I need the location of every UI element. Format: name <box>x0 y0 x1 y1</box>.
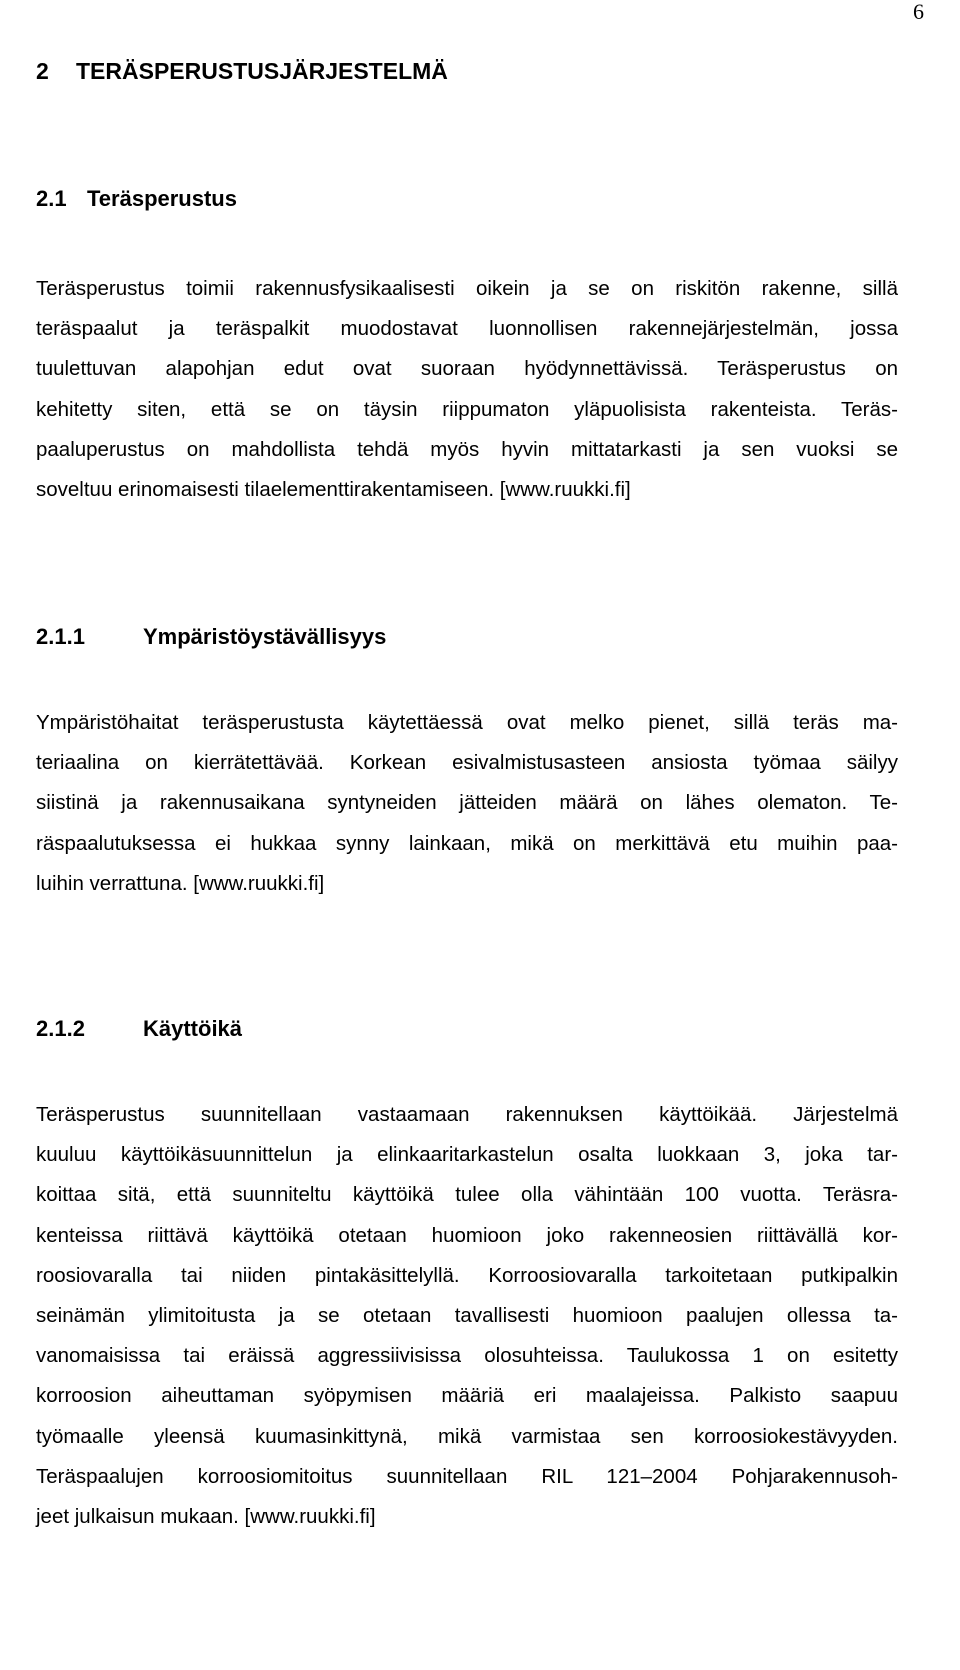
subsection-title: Ympäristöystävällisyys <box>143 624 387 649</box>
paragraph-line: luihin verrattuna. [www.ruukki.fi] <box>36 871 325 895</box>
paragraph-line: Ympäristöhaitat teräsperustusta käytettäessä ovat melko pienet, sillä teräs ma- <box>36 711 898 734</box>
paragraph-line: Teräsperustus suunnitellaan vastaamaan rakennuksen käyttöikää. Järjestelmä <box>36 1103 898 1126</box>
subsection-heading-kayttoika <box>36 1014 242 1044</box>
paragraph-ymparistoystavallisyys <box>36 703 898 904</box>
paragraph-line: työmaalle yleensä kuumasinkittynä, mikä varmistaa sen korroosiokestävyyden. <box>36 1424 898 1448</box>
section-heading <box>36 184 237 214</box>
subsection-title: Käyttöikä <box>143 1016 243 1041</box>
paragraph-line: räspaalutuksessa ei hukkaa synny lainkaan, mikä on merkittävä etu muihin paa- <box>36 831 898 855</box>
paragraph-line: kehitetty siten, että se on täysin riippumaton yläpuolisista rakenteista. Teräs- <box>36 397 898 421</box>
section-title: Teräsperustus <box>87 186 237 211</box>
paragraph-line: vanomaisissa tai eräissä aggressiivisissa olosuhteissa. Taulukossa 1 on esitetty <box>36 1344 898 1368</box>
paragraph-line: Teräspaalujen korroosiomitoitus suunnitellaan RIL 121–2004 Pohjarakennusoh- <box>36 1464 898 1488</box>
paragraph-teraesperustus <box>36 269 898 510</box>
page-number: 6 <box>913 0 924 24</box>
paragraph-line: koittaa sitä, että suunniteltu käyttöikä tulee olla vähintään 100 vuotta. Teräsra- <box>36 1183 898 1207</box>
section-number: 2.1 <box>36 186 67 211</box>
paragraph-line: teriaalina on kierrätettävää. Korkean esivalmistusasteen ansiosta työmaa säilyy <box>36 751 898 775</box>
paragraph-line: seinämän ylimitoitusta ja se otetaan tavallisesti huomioon paalujen ollessa ta- <box>36 1303 898 1327</box>
subsection-number: 2.1.1 <box>36 624 85 649</box>
chapter-title: TERÄSPERUSTUSJÄRJESTELMÄ <box>76 58 448 84</box>
paragraph-line: teräspaalut ja teräspalkit muodostavat luonnollisen rakennejärjestelmän, jossa <box>36 317 898 341</box>
paragraph-line: paaluperustus on mahdollista tehdä myös hyvin mittatarkasti ja sen vuoksi se <box>36 437 898 461</box>
paragraph-line: roosiovaralla tai niiden pintakäsittelyllä. Korroosiovaralla tarkoitetaan putkipalkin <box>36 1263 898 1287</box>
paragraph-line: soveltuu erinomaisesti tilaelementtirakentamiseen. [www.ruukki.fi] <box>36 477 631 501</box>
chapter-heading <box>36 56 448 86</box>
paragraph-line: kenteissa riittävä käyttöikä otetaan huomioon joko rakenneosien riittävällä kor- <box>36 1223 898 1247</box>
paragraph-line: jeet julkaisun mukaan. [www.ruukki.fi] <box>36 1504 376 1528</box>
paragraph-kayttoika <box>36 1095 898 1537</box>
paragraph-line: kuuluu käyttöikäsuunnittelun ja elinkaaritarkastelun osalta luokkaan 3, joka tar- <box>36 1143 898 1167</box>
subsection-number: 2.1.2 <box>36 1016 85 1041</box>
paragraph-line: tuulettuvan alapohjan edut ovat suoraan hyödynnettävissä. Teräsperustus on <box>36 357 898 381</box>
paragraph-line: siistinä ja rakennusaikana syntyneiden jätteiden määrä on lähes olematon. Te- <box>36 791 898 815</box>
subsection-heading-ymparisto <box>36 622 386 652</box>
paragraph-line: Teräsperustus toimii rakennusfysikaalisesti oikein ja se on riskitön rakenne, sillä <box>36 277 898 300</box>
paragraph-line: korroosion aiheuttaman syöpymisen määriä eri maalajeissa. Palkisto saapuu <box>36 1384 898 1408</box>
chapter-number: 2 <box>36 58 49 84</box>
